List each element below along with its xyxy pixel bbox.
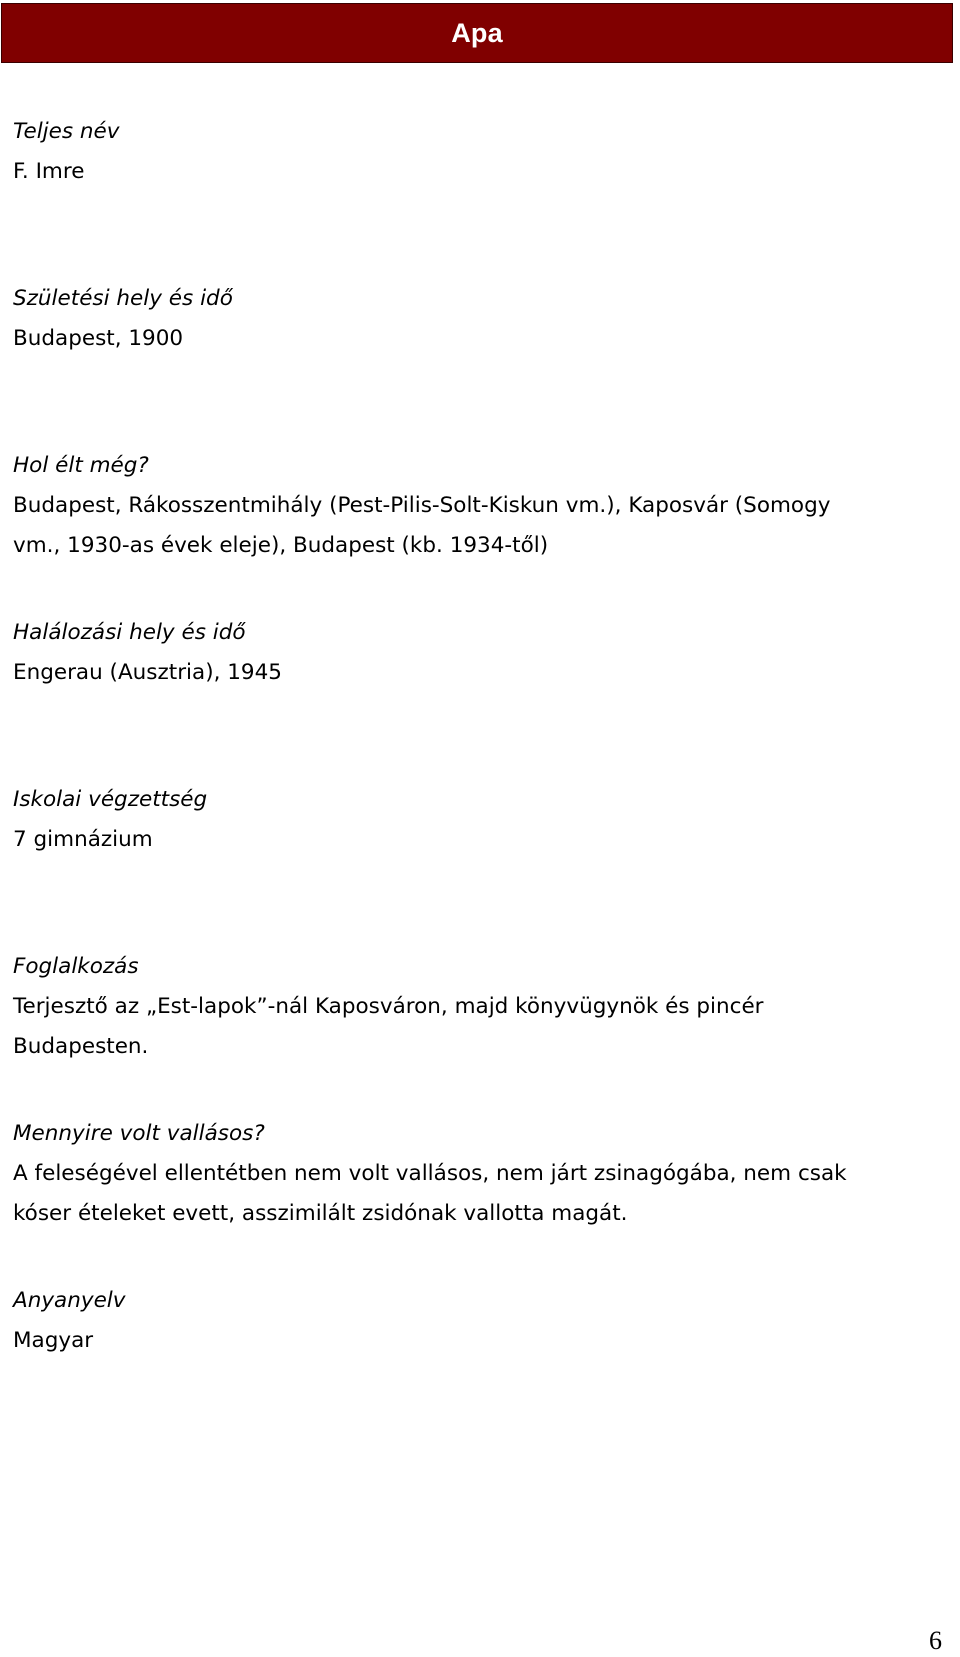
section-title: Apa [451,17,503,48]
field-birth-place-date [13,279,913,359]
field-value: Magyar [13,1328,94,1353]
page-number: 6 [929,1626,942,1655]
field-label: Teljes név [13,119,120,144]
field-full-name [13,112,913,192]
field-religiosity [13,1114,913,1234]
field-label: Születési hely és idő [13,286,233,311]
field-value-line: Budapest, Rákosszentmihály (Pest-Pilis-Solt-Kiskun vm.), Kaposvár (Somogy [13,493,831,518]
field-label: Halálozási hely és idő [13,620,246,645]
field-label: Hol élt még? [13,453,149,478]
field-native-language [13,1281,913,1361]
field-label: Foglalkozás [13,954,139,979]
field-value: Budapest, 1900 [13,326,184,351]
field-value-line: vm., 1930-as évek eleje), Budapest (kb. 1934-től) [13,533,549,558]
field-label: Iskolai végzettség [13,787,208,812]
field-other-residences [13,446,913,566]
field-value-line: kóser ételeket evett, asszimilált zsidónak vallotta magát. [13,1201,628,1226]
field-value: 7 gimnázium [13,827,153,852]
field-value-line: Budapesten. [13,1034,149,1059]
field-value-line: Terjesztő az „Est-lapok”-nál Kaposváron, majd könyvügynök és pincér [13,994,764,1019]
field-label: Anyanyelv [13,1288,126,1313]
section-header-banner [1,3,953,63]
field-value: Engerau (Ausztria), 1945 [13,660,282,685]
field-occupation [13,947,913,1067]
field-education [13,780,913,860]
field-value: F. Imre [13,159,85,184]
field-death-place-date [13,613,913,693]
field-label: Mennyire volt vallásos? [13,1121,265,1146]
field-value-line: A feleségével ellentétben nem volt vallásos, nem járt zsinagógába, nem csak [13,1161,847,1186]
